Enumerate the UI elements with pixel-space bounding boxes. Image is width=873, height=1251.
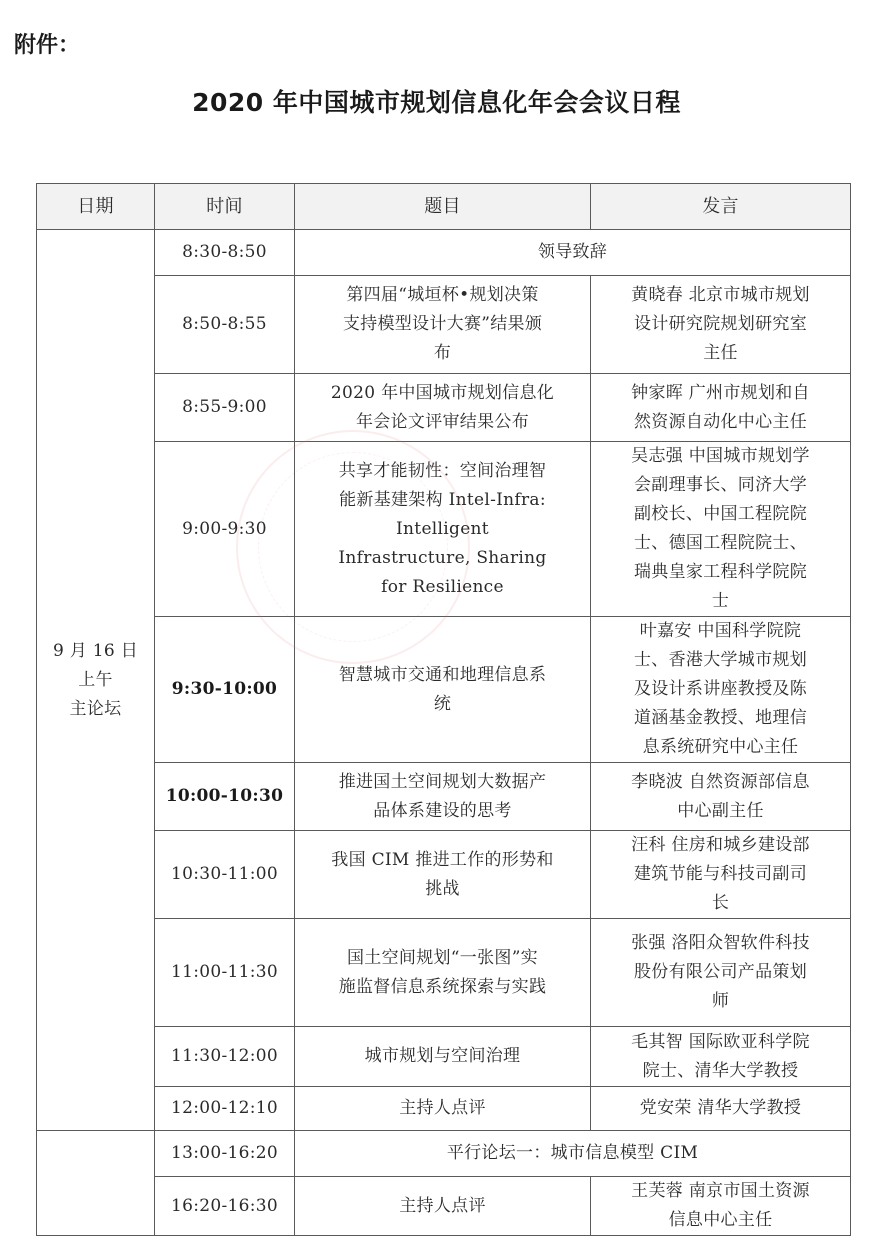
topic-line: 统 — [433, 693, 452, 714]
speaker-cell — [591, 1027, 851, 1087]
speaker-line: 然资源自动化中心主任 — [634, 411, 807, 432]
speaker-line: 黄晓春 北京市城市规划 — [631, 285, 810, 305]
topic-line: 主持人点评 — [399, 1098, 486, 1118]
time-cell: 8:55-9:00 — [155, 374, 295, 442]
topic-line: 共享才能韧性：空间治理智 — [338, 460, 547, 481]
topic-line: 推进国土空间规划大数据产 — [338, 771, 547, 792]
speaker-cell — [591, 831, 851, 919]
topic-line: 第四届“城垣杯•规划决策 — [346, 285, 539, 305]
topic-line: 平行论坛一：城市信息模型 CIM — [446, 1143, 699, 1163]
speaker-line: 股份有限公司产品策划 — [634, 962, 807, 982]
topic-line: 布 — [433, 343, 452, 363]
topic-line: 智慧城市交通和地理信息系 — [338, 664, 547, 685]
time-cell: 16:20-16:30 — [155, 1177, 295, 1236]
table-row — [37, 1087, 851, 1131]
topic-line: 能新基建架构 Intel-Infra: — [339, 489, 546, 510]
speaker-cell — [591, 763, 851, 831]
speaker-cell — [591, 617, 851, 763]
header-speaker: 发言 — [591, 184, 851, 230]
speaker-line: 士、德国工程院院士、 — [634, 533, 807, 553]
table-row — [37, 831, 851, 919]
speaker-line: 叶嘉安 中国科学院院 — [639, 621, 802, 641]
table-header-row — [37, 184, 851, 230]
header-time: 时间 — [155, 184, 295, 230]
speaker-line: 张强 洛阳众智软件科技 — [631, 933, 810, 953]
date-line: 9 月 16 日 — [52, 640, 139, 661]
speaker-line: 主任 — [703, 343, 738, 363]
topic-cell — [295, 1131, 851, 1177]
header-date: 日期 — [37, 184, 155, 230]
time-cell: 11:30-12:00 — [155, 1027, 295, 1087]
speaker-line: 会副理事长、同济大学 — [634, 475, 807, 495]
attachment-label: 附件： — [14, 33, 81, 58]
topic-cell — [295, 276, 591, 374]
date-cell-morning — [37, 230, 155, 1131]
time-cell: 10:30-11:00 — [155, 831, 295, 919]
speaker-line: 王芙蓉 南京市国土资源 — [631, 1181, 810, 1201]
speaker-cell — [591, 1177, 851, 1236]
schedule-table — [36, 183, 851, 1236]
time-cell: 13:00-16:20 — [155, 1131, 295, 1177]
speaker-line: 中心副主任 — [677, 800, 764, 821]
topic-cell — [295, 1087, 591, 1131]
time-cell: 9:00-9:30 — [155, 442, 295, 617]
topic-cell — [295, 919, 591, 1027]
speaker-cell — [591, 919, 851, 1027]
table-row — [37, 919, 851, 1027]
speaker-cell — [591, 374, 851, 442]
topic-cell — [295, 230, 851, 276]
speaker-line: 瑞典皇家工程科学院院 — [634, 562, 807, 582]
table-row — [37, 617, 851, 763]
topic-cell — [295, 1177, 591, 1236]
table-row — [37, 442, 851, 617]
topic-cell — [295, 831, 591, 919]
date-line: 上午 — [78, 669, 113, 690]
speaker-line: 汪科 住房和城乡建设部 — [631, 835, 810, 855]
topic-cell — [295, 763, 591, 831]
topic-line: for Resilience — [381, 576, 504, 597]
table-row — [37, 374, 851, 442]
topic-line: 主持人点评 — [399, 1195, 486, 1216]
speaker-cell — [591, 276, 851, 374]
speaker-line: 士、香港大学城市规划 — [634, 650, 807, 670]
speaker-line: 息系统研究中心主任 — [642, 737, 799, 757]
topic-cell — [295, 1027, 591, 1087]
table-row — [37, 276, 851, 374]
speaker-cell — [591, 1087, 851, 1131]
speaker-line: 钟家晖 广州市规划和自 — [631, 382, 810, 403]
time-cell: 12:00-12:10 — [155, 1087, 295, 1131]
topic-line: 领导致辞 — [537, 242, 608, 262]
speaker-line: 及设计系讲座教授及陈 — [634, 679, 807, 699]
speaker-cell — [591, 442, 851, 617]
topic-line: Intelligent — [396, 518, 489, 539]
topic-line: 品体系建设的思考 — [373, 800, 512, 821]
topic-line: 施监督信息系统探索与实践 — [338, 976, 547, 997]
speaker-line: 副校长、中国工程院院 — [634, 504, 807, 524]
topic-cell — [295, 374, 591, 442]
speaker-line: 信息中心主任 — [668, 1210, 773, 1230]
date-cell-afternoon — [37, 1131, 155, 1236]
table-row — [37, 1177, 851, 1236]
topic-line: 国土空间规划“一张图”实 — [347, 947, 538, 968]
topic-line: 年会论文评审结果公布 — [356, 411, 529, 432]
time-cell: 10:00-10:30 — [155, 763, 295, 831]
speaker-line: 院士、清华大学教授 — [642, 1060, 799, 1081]
speaker-line: 士 — [711, 591, 730, 611]
topic-line: 支持模型设计大赛”结果颁 — [342, 314, 543, 334]
speaker-line: 道涵基金教授、地理信 — [634, 708, 807, 728]
topic-cell — [295, 617, 591, 763]
speaker-line: 设计研究院规划研究室 — [634, 314, 807, 334]
page-title: 2020 年中国城市规划信息化年会会议日程 — [192, 88, 681, 117]
time-cell: 9:30-10:00 — [155, 617, 295, 763]
speaker-line: 建筑节能与科技司副司 — [634, 864, 807, 884]
topic-line: 城市规划与空间治理 — [364, 1046, 521, 1066]
speaker-line: 长 — [711, 893, 730, 913]
time-cell: 8:50-8:55 — [155, 276, 295, 374]
topic-line: 我国 CIM 推进工作的形势和 — [331, 849, 554, 870]
speaker-line: 李晓波 自然资源部信息 — [631, 771, 810, 792]
date-line: 主论坛 — [69, 698, 122, 719]
topic-cell — [295, 442, 591, 617]
speaker-line: 毛其智 国际欧亚科学院 — [631, 1031, 810, 1052]
table-row — [37, 1131, 851, 1177]
speaker-line: 师 — [711, 991, 730, 1011]
topic-line: 2020 年中国城市规划信息化 — [330, 382, 555, 403]
speaker-line: 吴志强 中国城市规划学 — [631, 446, 810, 466]
speaker-line: 党安荣 清华大学教授 — [639, 1098, 802, 1118]
table-row — [37, 230, 851, 276]
topic-line: Infrastructure, Sharing — [338, 547, 547, 568]
topic-line: 挑战 — [425, 878, 460, 899]
time-cell: 11:00-11:30 — [155, 919, 295, 1027]
time-cell: 8:30-8:50 — [155, 230, 295, 276]
table-row — [37, 1027, 851, 1087]
header-topic: 题目 — [295, 184, 591, 230]
table-row — [37, 763, 851, 831]
